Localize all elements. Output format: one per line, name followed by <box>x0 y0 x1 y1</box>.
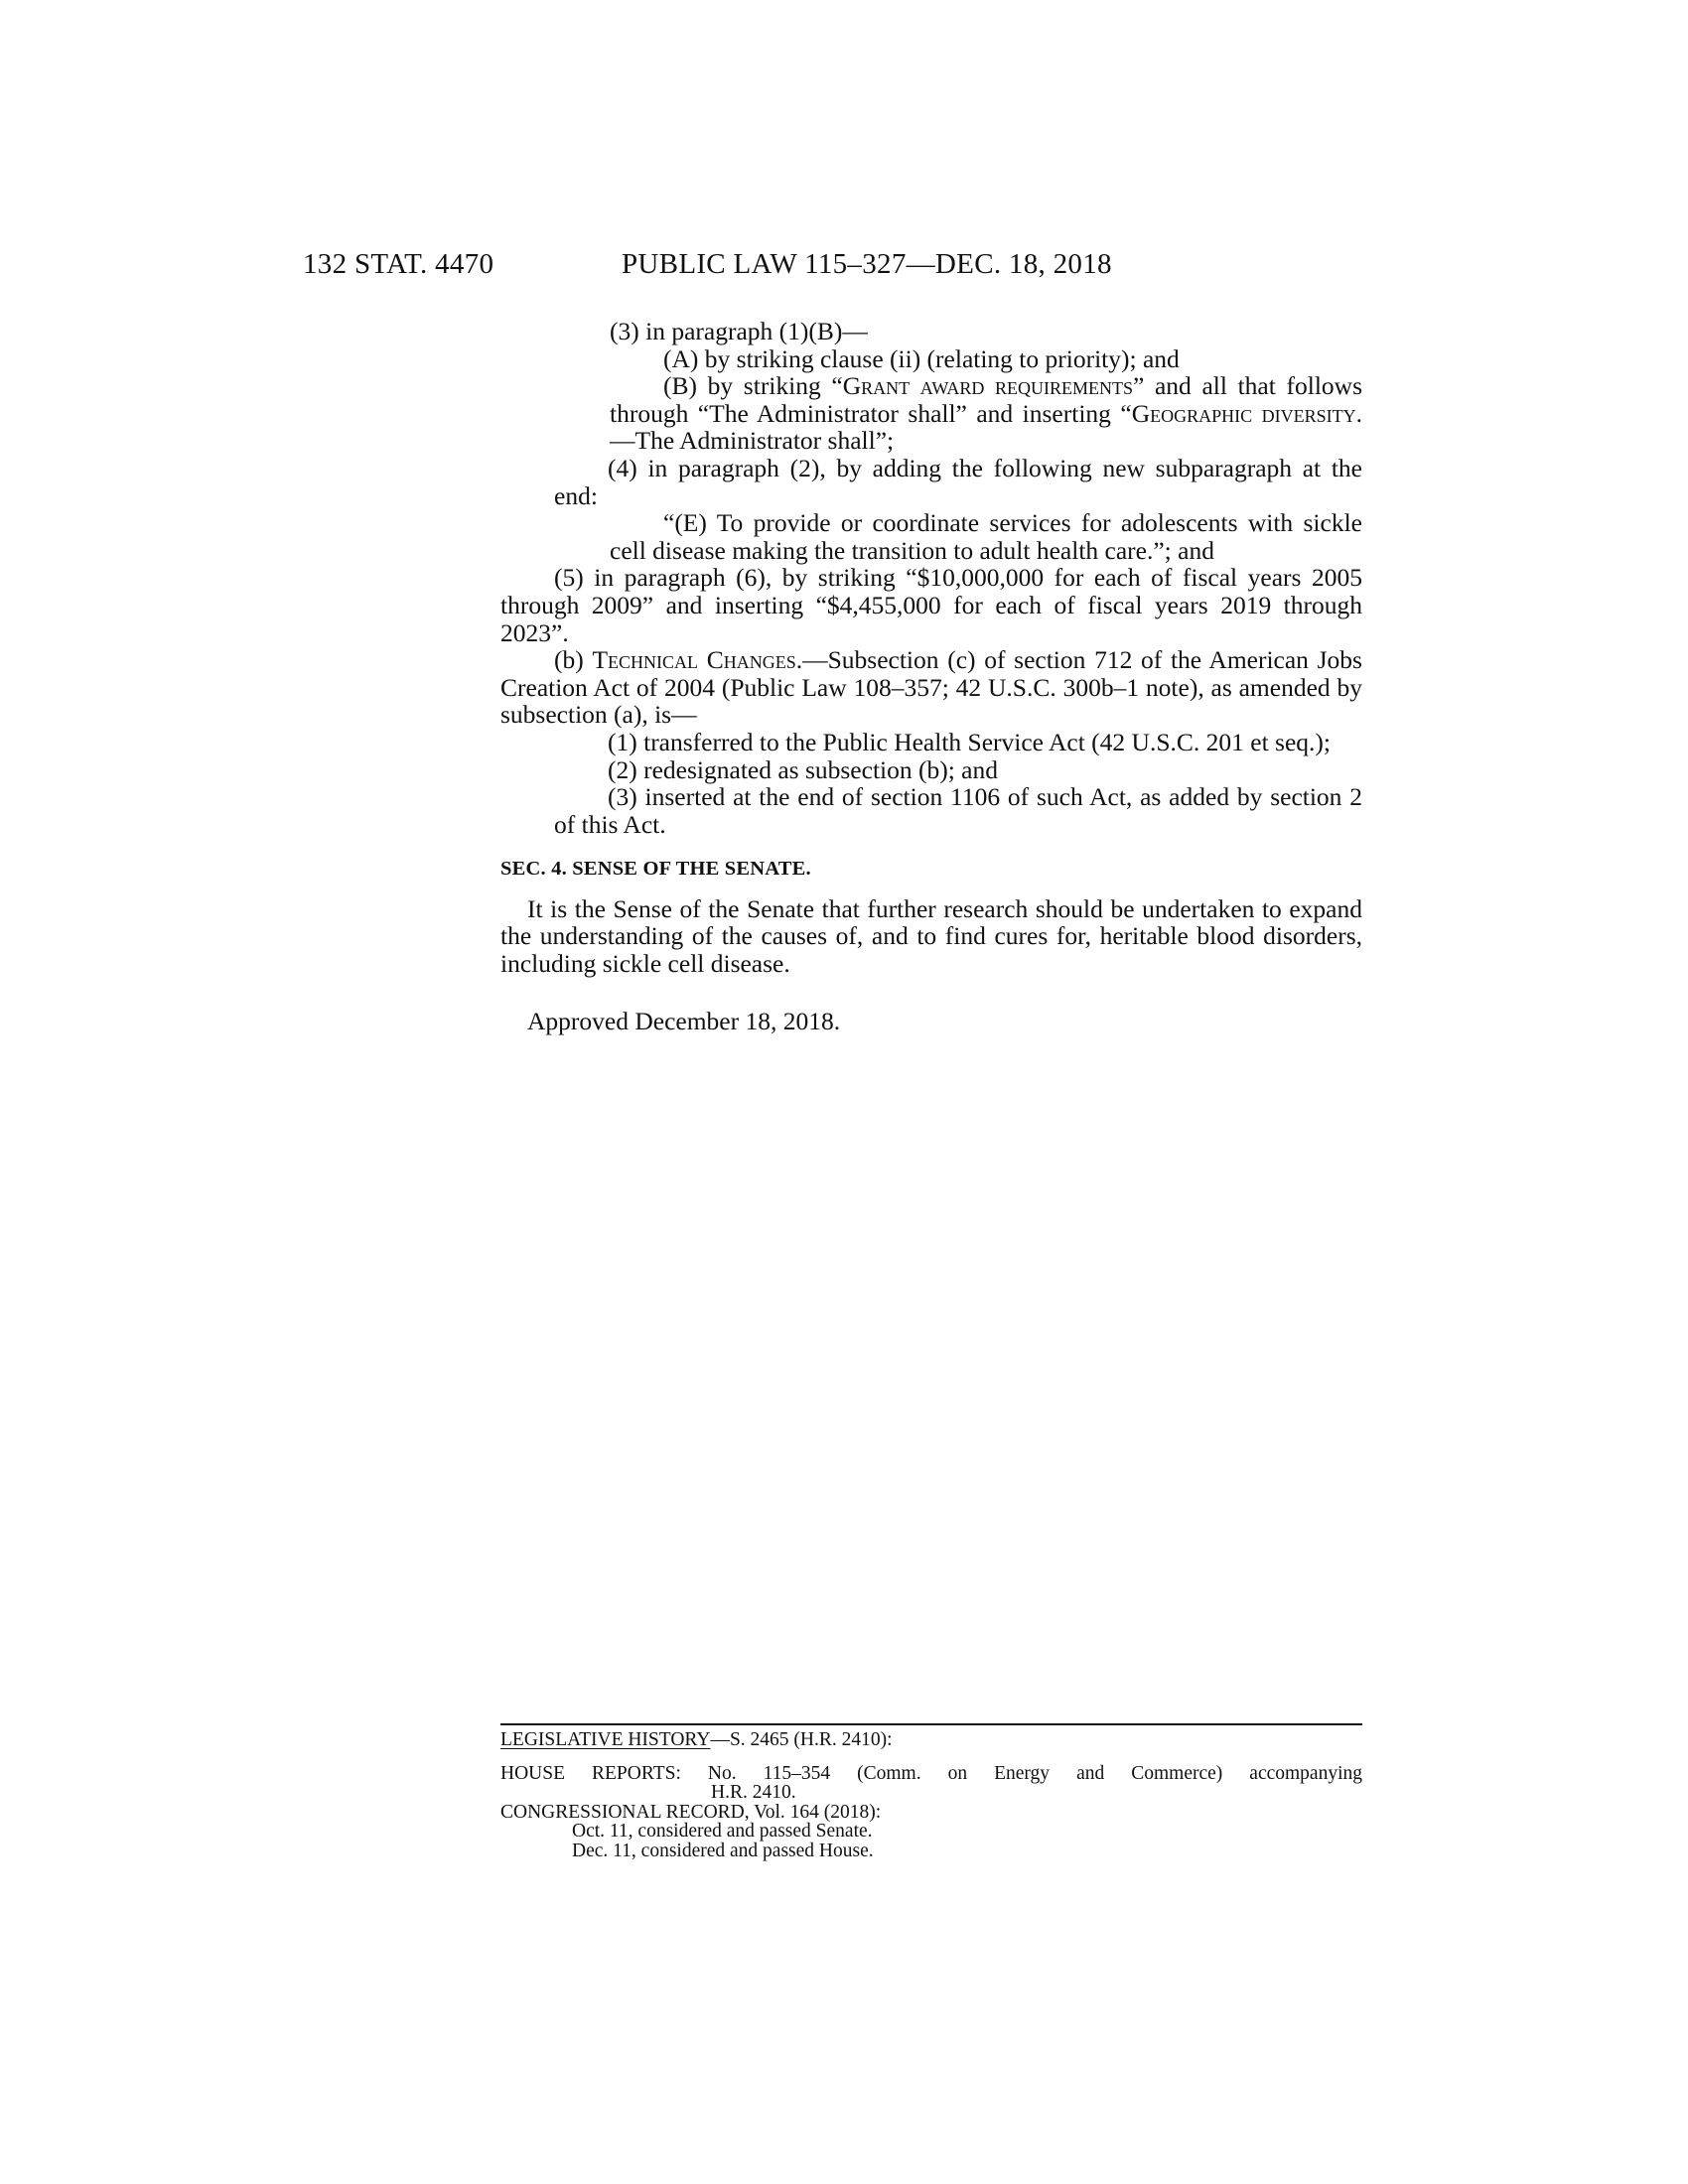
legislative-history-title: LEGISLATIVE HISTORY—S. 2465 (H.R. 2410): <box>500 1729 893 1750</box>
subsection-b: (b) Technical Changes.—Subsection (c) of section 712 of the American Jobs Creation Act of 2004 (Public Law 108–357; 42 U.S.C. 300b–1 note), as amended by subsection (a), is— <box>500 645 1362 730</box>
footer-rule <box>500 1723 1362 1725</box>
statute-page-number: 132 STAT. 4470 <box>303 248 494 280</box>
congressional-record-item: Dec. 11, considered and passed House. <box>572 1840 874 1861</box>
page-header <box>0 248 1688 288</box>
public-law-title: PUBLIC LAW 115–327—DEC. 18, 2018 <box>622 248 1112 280</box>
section-heading: SEC. 4. SENSE OF THE SENATE. <box>500 858 811 881</box>
paragraph-item-3: (3) in paragraph (1)(B)— <box>610 317 868 345</box>
house-reports: HOUSE REPORTS: No. 115–354 (Comm. on Energy and Commerce) accompanying <box>500 1762 1362 1784</box>
paragraph-item-B: (B) by striking “Grant award requirements” and all that follows through “The Administrator shall” and inserting “Geographic diversity.—The Administrator shall”; <box>610 371 1362 456</box>
paragraph-item-A: (A) by striking clause (ii) (relating to priority); and <box>663 343 1180 373</box>
quoted-subparagraph-E: “(E) To provide or coordinate services for adolescents with sickle cell disease making the transition to adult health care.”; and <box>610 508 1362 565</box>
approval-date: Approved December 18, 2018. <box>527 1006 841 1035</box>
subsection-b-item-2: (2) redesignated as subsection (b); and <box>608 754 998 784</box>
body-text <box>500 318 1362 1034</box>
section-4-text: It is the Sense of the Senate that further research should be undertaken to expand the understanding of the causes of, and to find cures for, heritable blood disorders, including sickle cell disease. <box>500 893 1362 979</box>
congressional-record: CONGRESSIONAL RECORD, Vol. 164 (2018): <box>500 1801 882 1823</box>
congressional-record-item: Oct. 11, considered and passed Senate. <box>572 1821 873 1842</box>
subsection-b-item-3: (3) inserted at the end of section 1106 of such Act, as added by section 2 of this Act. <box>554 782 1362 839</box>
paragraph-item-4: (4) in paragraph (2), by adding the following new subparagraph at the end: <box>554 453 1362 510</box>
house-reports-continued: H.R. 2410. <box>711 1782 796 1803</box>
paragraph-item-5: (5) in paragraph (6), by striking “$10,000,000 for each of fiscal years 2005 through 2009” and inserting “$4,455,000 for each of fiscal years 2019 through 2023”. <box>500 563 1362 647</box>
legislative-history <box>500 1730 1362 1860</box>
subsection-b-item-1: (1) transferred to the Public Health Service Act (42 U.S.C. 201 et seq.); <box>608 727 1331 756</box>
